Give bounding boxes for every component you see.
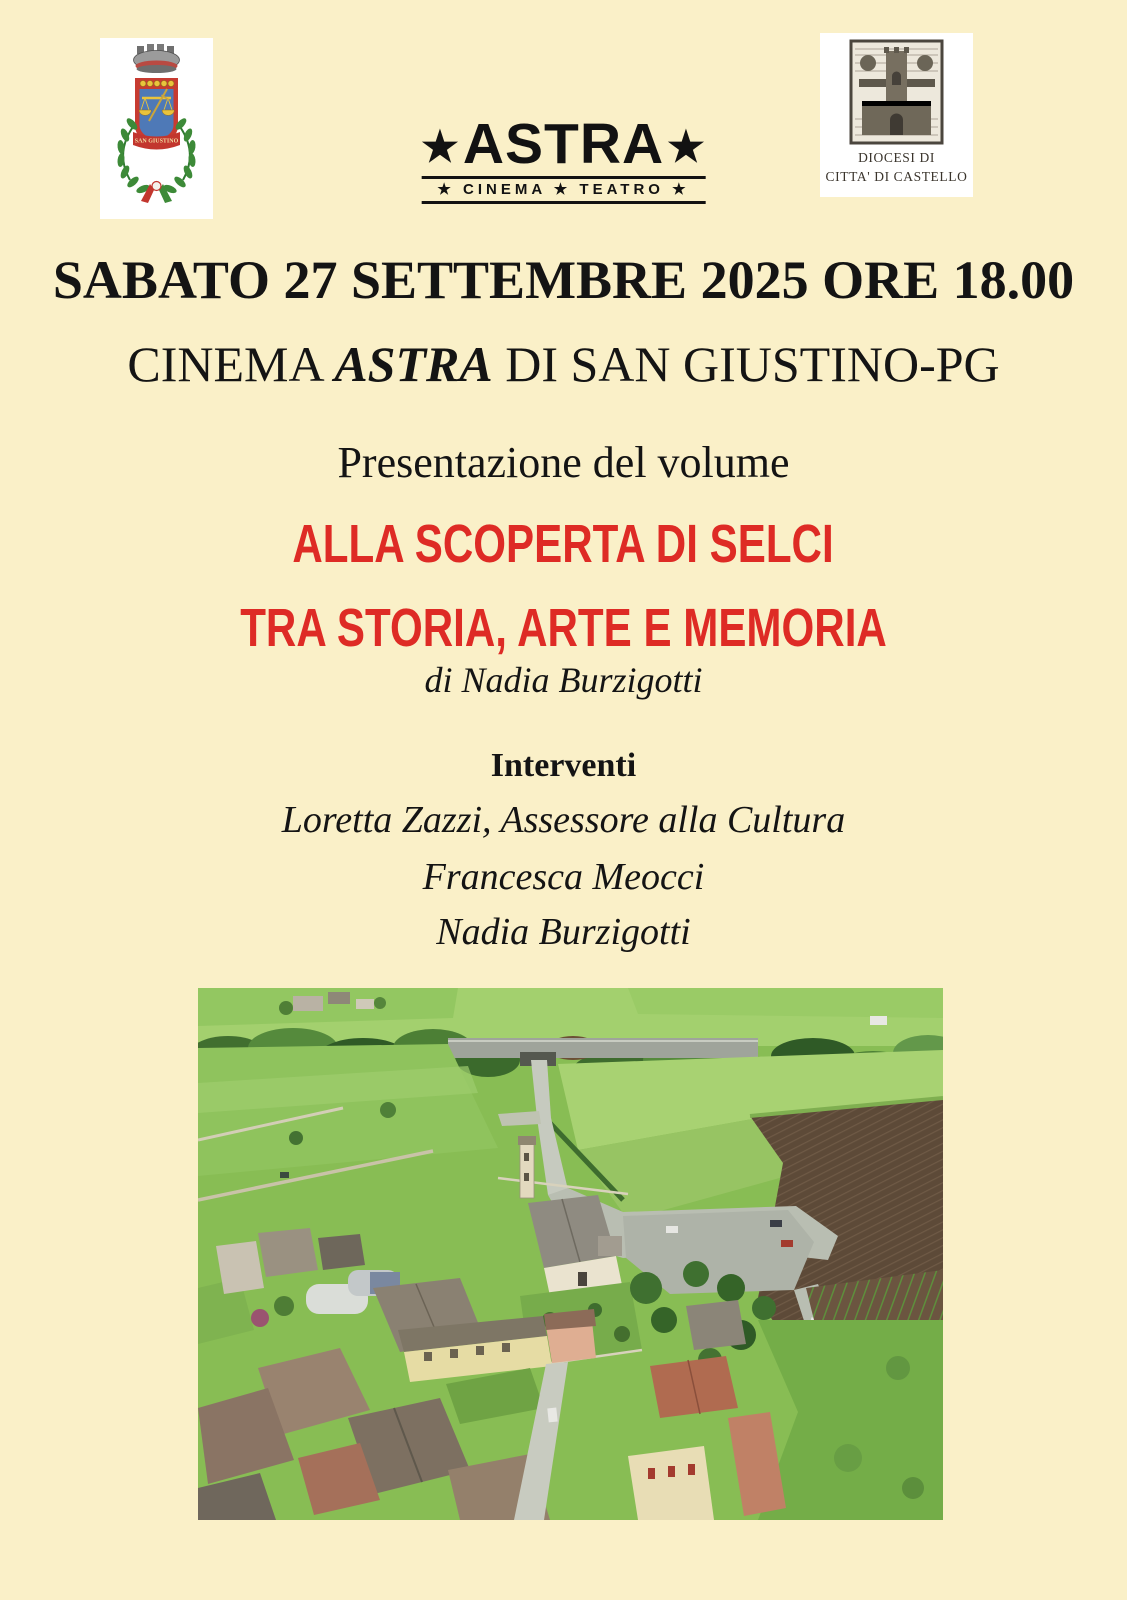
- book-author-line: di Nadia Burzigotti: [424, 660, 703, 700]
- astra-wordmark: [421, 112, 706, 176]
- diocese-caption: [820, 149, 973, 187]
- venue-cinema-name: ASTRA: [334, 336, 493, 392]
- venue-line: [0, 336, 1127, 392]
- event-date-line: SABATO 27 SETTEMBRE 2025 ORE 18.00: [52, 250, 1075, 310]
- star-icon: ★: [421, 122, 460, 170]
- crest-crown: [134, 44, 180, 73]
- venue-suffix: DI SAN GIUSTINO-PG: [492, 336, 1000, 392]
- speaker-item: Francesca Meocci: [422, 856, 705, 898]
- book-title-line1: [0, 514, 1127, 574]
- diocese-caption-line1: DIOCESI DI: [858, 150, 935, 165]
- star-icon: ★: [667, 122, 706, 170]
- selci-aerial-photo-image: [198, 988, 943, 1520]
- book-title-line2-text: TRA STORIA, ARTE E MEMORIA: [240, 598, 887, 658]
- presentation-intro: Presentazione del volume: [337, 438, 790, 487]
- crest-icon: [100, 38, 213, 219]
- speakers-heading: Interventi: [490, 747, 637, 784]
- crest-ribbon: [141, 182, 172, 204]
- book-title-line1-text: ALLA SCOPERTA DI SELCI: [292, 514, 835, 574]
- venue-prefix: CINEMA: [127, 336, 335, 392]
- diocese-caption-line2: CITTA' DI CASTELLO: [825, 168, 968, 184]
- book-title-line2: [0, 598, 1127, 658]
- astra-band-text: ★ CINEMA ★ TEATRO ★: [421, 176, 706, 204]
- san-giustino-crest-logo: [100, 38, 213, 219]
- astra-cinema-logo: [421, 112, 706, 204]
- crest-banner-text: SAN GIUSTINO: [134, 138, 179, 145]
- astra-word-text: ASTRA: [462, 112, 665, 176]
- selci-aerial-photo: [198, 988, 943, 1520]
- speaker-item: Loretta Zazzi, Assessore alla Cultura: [281, 799, 846, 841]
- speaker-item: Nadia Burzigotti: [436, 911, 691, 953]
- diocese-logo: [820, 33, 973, 197]
- diocese-woodcut-icon: [820, 33, 973, 149]
